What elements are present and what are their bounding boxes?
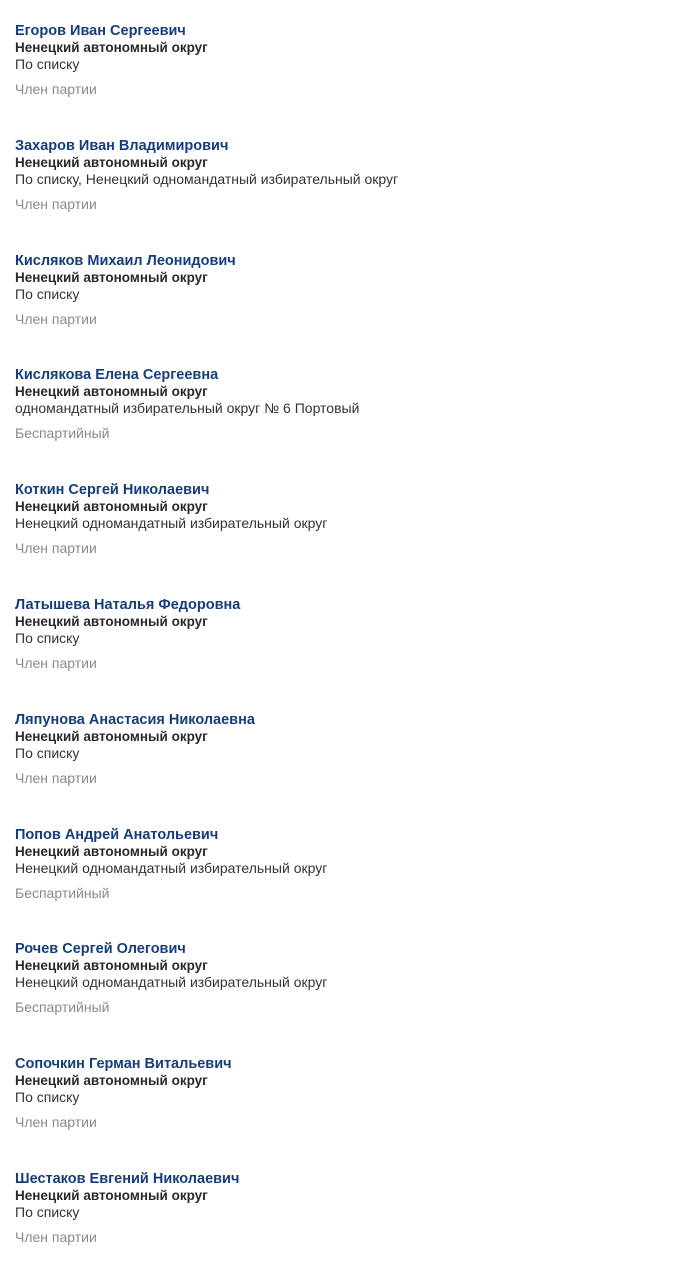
deputy-party-status: Член партии bbox=[15, 310, 97, 327]
deputy-name-link[interactable]: Сопочкин Герман Витальевич bbox=[15, 1056, 232, 1073]
deputy-region: Ненецкий автономный округ bbox=[15, 154, 208, 170]
deputy-mandate: одномандатный избирательный округ № 6 Портовый bbox=[15, 400, 360, 417]
deputy-mandate: По списку bbox=[15, 629, 80, 646]
deputy-party-status: Член партии bbox=[15, 769, 97, 786]
deputy-region: Ненецкий автономный округ bbox=[15, 728, 208, 744]
deputy-card bbox=[15, 481, 680, 596]
deputy-name-link[interactable]: Кисляков Михаил Леонидович bbox=[15, 252, 236, 269]
deputy-party-status: Член партии bbox=[15, 1228, 97, 1245]
deputy-party-status: Член партии bbox=[15, 1114, 97, 1131]
deputy-card bbox=[15, 366, 680, 481]
deputy-party-status: Беспартийный bbox=[15, 999, 110, 1016]
deputy-region: Ненецкий автономный округ bbox=[15, 1187, 208, 1203]
deputy-region: Ненецкий автономный округ bbox=[15, 958, 208, 974]
deputy-region: Ненецкий автономный округ bbox=[15, 384, 208, 400]
deputy-name-link[interactable]: Попов Андрей Анатольевич bbox=[15, 826, 219, 843]
deputy-mandate: По списку, Ненецкий одномандатный избирательный округ bbox=[15, 170, 399, 187]
deputy-party-status: Член партии bbox=[15, 654, 97, 671]
deputy-mandate: Ненецкий одномандатный избирательный округ bbox=[15, 974, 328, 991]
deputy-card bbox=[15, 596, 680, 711]
deputy-name-link[interactable]: Ляпунова Анастасия Николаевна bbox=[15, 711, 255, 728]
deputy-card bbox=[15, 940, 680, 1055]
deputy-mandate: По списку bbox=[15, 1089, 80, 1106]
deputy-card bbox=[15, 22, 680, 137]
deputy-region: Ненецкий автономный округ bbox=[15, 499, 208, 515]
deputy-card bbox=[15, 137, 680, 252]
deputy-card bbox=[15, 826, 680, 941]
deputy-region: Ненецкий автономный округ bbox=[15, 40, 208, 55]
deputy-name-link[interactable]: Латышева Наталья Федоровна bbox=[15, 596, 241, 613]
deputy-name-link[interactable]: Рочев Сергей Олегович bbox=[15, 941, 186, 958]
deputy-mandate: Ненецкий одномандатный избирательный округ bbox=[15, 859, 328, 876]
deputy-name-link[interactable]: Шестаков Евгений Николаевич bbox=[15, 1170, 240, 1187]
deputy-name-link[interactable]: Кислякова Елена Сергеевна bbox=[15, 367, 219, 384]
deputy-region: Ненецкий автономный округ bbox=[15, 843, 208, 859]
deputy-party-status: Член партии bbox=[15, 195, 97, 212]
deputy-mandate: По списку bbox=[15, 1203, 80, 1220]
deputy-mandate: По списку bbox=[15, 56, 80, 72]
deputy-name-link[interactable]: Захаров Иван Владимирович bbox=[15, 137, 229, 154]
deputy-party-status: Беспартийный bbox=[15, 884, 110, 901]
deputy-region: Ненецкий автономный округ bbox=[15, 1073, 208, 1089]
deputy-card bbox=[15, 711, 680, 826]
deputy-party-status: Член партии bbox=[15, 540, 97, 557]
deputy-region: Ненецкий автономный округ bbox=[15, 613, 208, 629]
deputy-party-status: Член партии bbox=[15, 81, 97, 97]
deputy-region: Ненецкий автономный округ bbox=[15, 269, 208, 285]
deputy-name-link[interactable]: Егоров Иван Сергеевич bbox=[15, 23, 186, 39]
deputy-mandate: По списку bbox=[15, 285, 80, 302]
deputy-party-status: Беспартийный bbox=[15, 425, 110, 442]
deputy-mandate: По списку bbox=[15, 744, 80, 761]
deputy-card bbox=[15, 252, 680, 367]
deputy-name-link[interactable]: Коткин Сергей Николаевич bbox=[15, 482, 210, 499]
deputy-card bbox=[15, 1055, 680, 1170]
deputy-card bbox=[15, 1170, 680, 1285]
deputy-mandate: Ненецкий одномандатный избирательный округ bbox=[15, 515, 328, 532]
